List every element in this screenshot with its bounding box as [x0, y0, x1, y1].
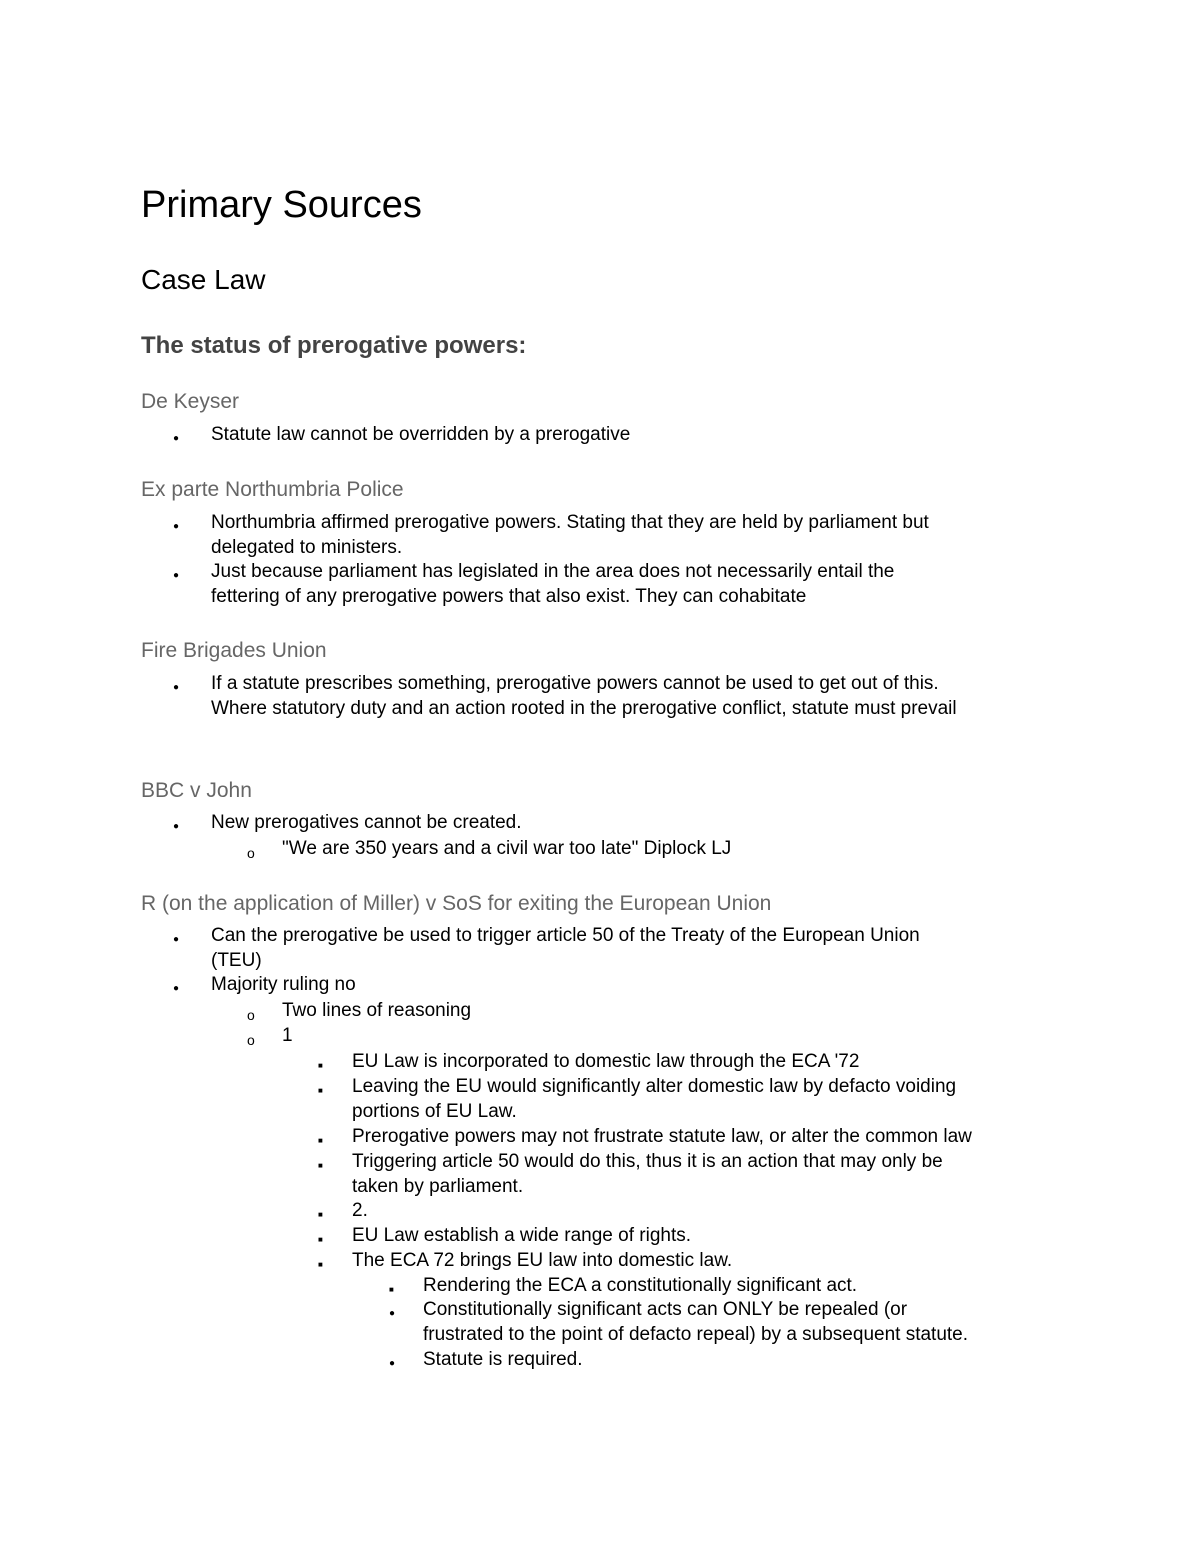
list-item: Just because parliament has legislated in the area does not necessarily entail the — [211, 561, 895, 582]
list-item-continued: delegated to ministers. — [211, 537, 403, 558]
document-title: Primary Sources — [141, 184, 422, 226]
list-subsubitem: Leaving the EU would significantly alter domestic law by defacto voiding — [352, 1076, 957, 1097]
section-heading: The status of prerogative powers: — [141, 332, 527, 359]
list-level4-item: Constitutionally significant acts can ONLY be repealed (or — [423, 1299, 908, 1320]
list-item-continued: Where statutory duty and an action rooted in the prerogative conflict, statute must prevail — [211, 698, 957, 719]
list-subsubitem: The ECA 72 brings EU law into domestic law. — [352, 1250, 733, 1271]
list-subitem: Two lines of reasoning — [282, 1000, 472, 1021]
case-heading-northumbria: Ex parte Northumbria Police — [141, 478, 404, 501]
bullet-circle — [247, 843, 255, 862]
list-item: Majority ruling no — [211, 974, 356, 995]
list-level4-item: Rendering the ECA a constitutionally significant act. — [423, 1275, 858, 1296]
list-item-continued: fettering of any prerogative powers that also exist. They can cohabitate — [211, 586, 807, 607]
list-item: Northumbria affirmed prerogative powers. Stating that they are held by parliament but — [211, 512, 929, 533]
list-subitem: "We are 350 years and a civil war too late" Diplock LJ — [282, 838, 732, 859]
list-subitem: 1 — [282, 1025, 293, 1046]
list-subsubitem: 2. — [352, 1200, 368, 1221]
case-heading-de-keyser: De Keyser — [141, 390, 240, 413]
document-subtitle: Case Law — [141, 264, 266, 295]
list-level4-item-continued: frustrated to the point of defacto repeal) by a subsequent statute. — [423, 1324, 969, 1345]
bullet-square — [318, 1081, 323, 1100]
bullet-square — [389, 1280, 394, 1299]
bullet-square — [318, 1056, 323, 1075]
bullet-square — [318, 1255, 323, 1274]
bullet-circle — [247, 1005, 255, 1024]
list-item: Can the prerogative be used to trigger article 50 of the Treaty of the European Union — [211, 925, 920, 946]
bullet-disc — [173, 817, 179, 836]
list-item: If a statute prescribes something, prerogative powers cannot be used to get out of this. — [211, 673, 939, 694]
bullet-square — [318, 1205, 323, 1224]
list-subsubitem: EU Law establish a wide range of rights. — [352, 1225, 692, 1246]
bullet-square — [318, 1230, 323, 1249]
bullet-square — [318, 1156, 323, 1175]
bullet-disc — [173, 979, 179, 998]
bullet-disc — [173, 678, 179, 697]
list-item: Statute law cannot be overridden by a prerogative — [211, 424, 631, 445]
bullet-disc — [173, 517, 179, 536]
list-subsubitem: EU Law is incorporated to domestic law through the ECA '72 — [352, 1051, 860, 1072]
list-level4-item: Statute is required. — [423, 1349, 583, 1370]
bullet-square — [318, 1131, 323, 1150]
list-item: New prerogatives cannot be created. — [211, 812, 522, 833]
case-heading-miller: R (on the application of Miller) v SoS for exiting the European Union — [141, 892, 772, 915]
list-subsubitem-continued: taken by parliament. — [352, 1176, 524, 1197]
bullet-circle — [247, 1030, 255, 1049]
bullet-disc — [173, 566, 179, 585]
case-heading-fire-brigades: Fire Brigades Union — [141, 639, 327, 662]
list-subsubitem-continued: portions of EU Law. — [352, 1101, 517, 1122]
bullet-disc — [389, 1304, 395, 1323]
list-item-continued: (TEU) — [211, 950, 262, 971]
bullet-disc — [173, 429, 179, 448]
list-subsubitem: Triggering article 50 would do this, thus it is an action that may only be — [352, 1151, 943, 1172]
bullet-disc — [173, 930, 179, 949]
case-heading-bbc: BBC v John — [141, 779, 252, 802]
bullet-disc — [389, 1354, 395, 1373]
list-subsubitem: Prerogative powers may not frustrate statute law, or alter the common law — [352, 1126, 972, 1147]
